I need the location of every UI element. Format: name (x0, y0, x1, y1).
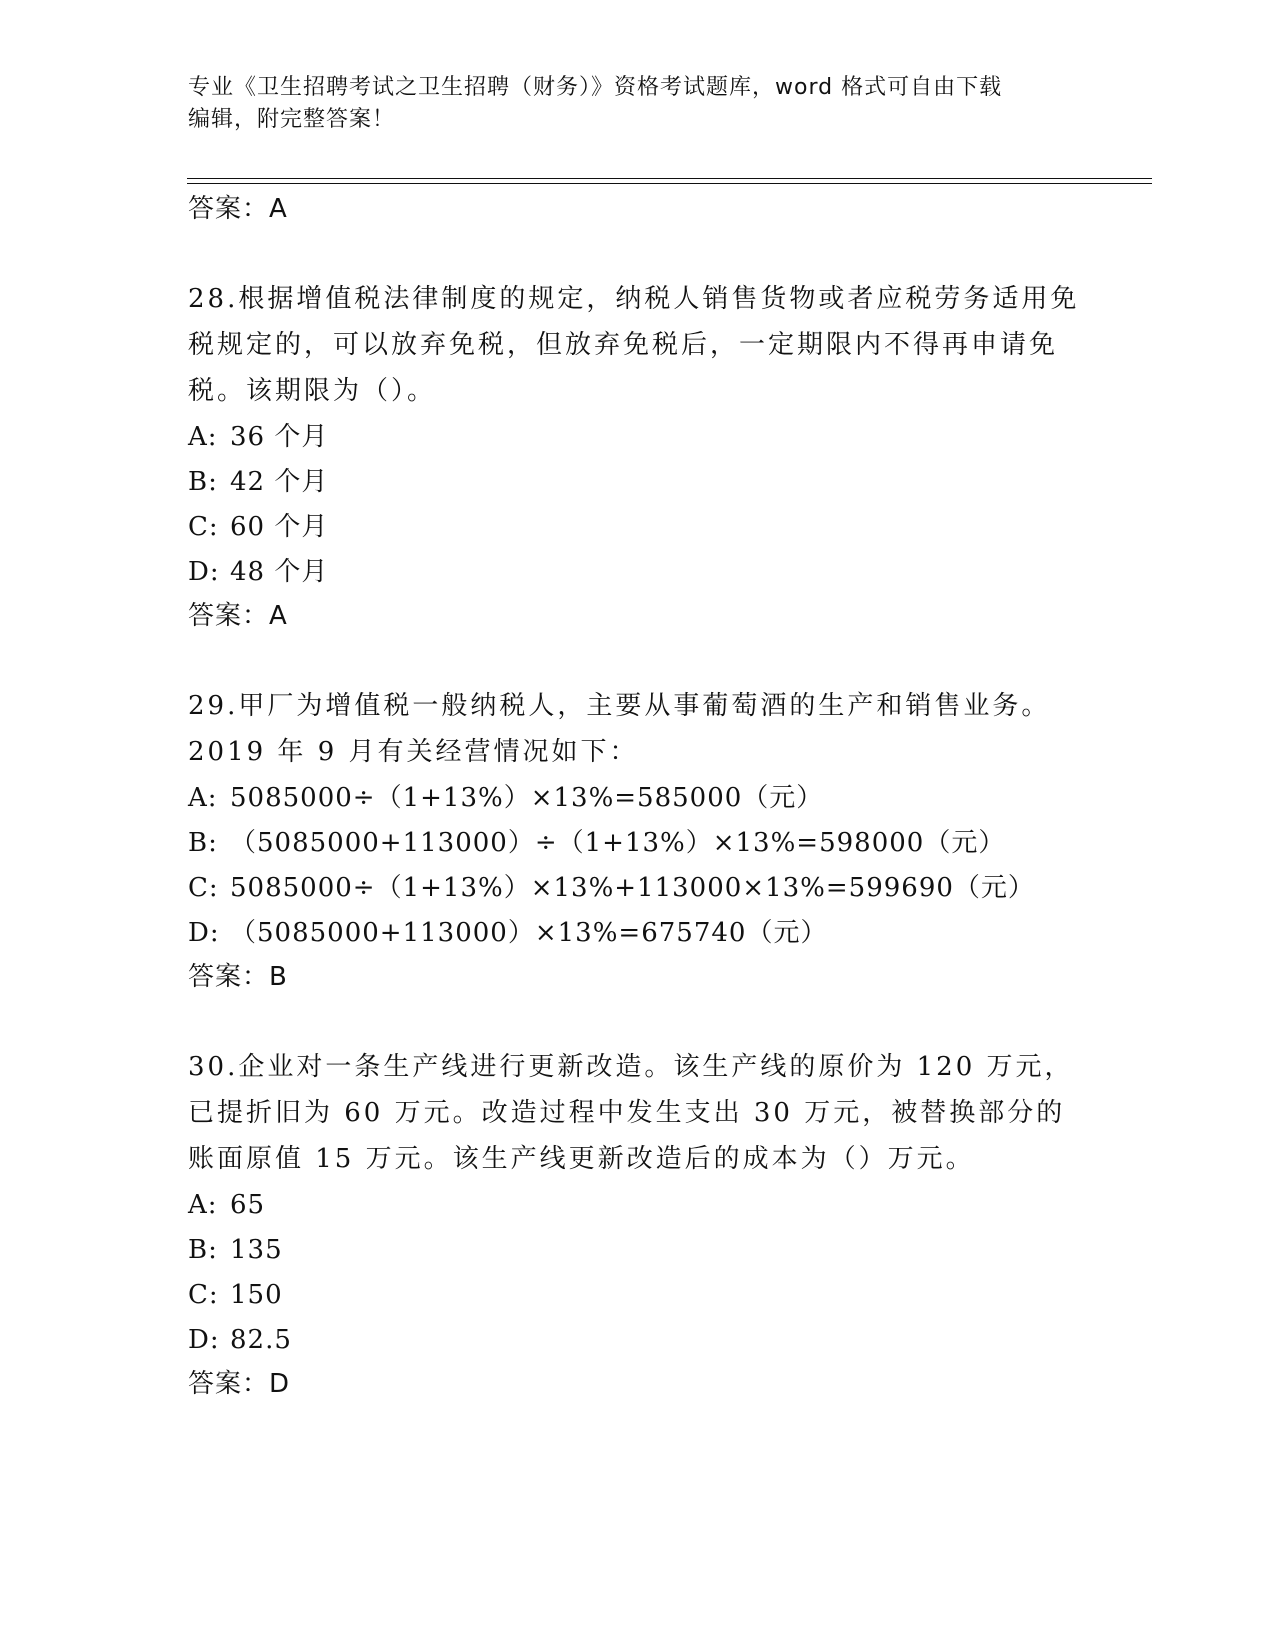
question-list (188, 187, 1088, 1406)
option-text: 65 (230, 1190, 266, 1220)
header-line-1: 专业《卫生招聘考试之卫生招聘（财务）》资格考试题库，word 格式可自由下载 (188, 75, 1003, 100)
option-key: C: (188, 1280, 219, 1310)
option-c (188, 504, 1088, 549)
option-d (188, 1317, 1088, 1362)
option-text: 36 个月 (230, 422, 329, 452)
question-stem: 30.企业对一条生产线进行更新改造。该生产线的原价为 120 万元，已提折旧为 60 万元。改造过程中发生支出 30 万元，被替换部分的账面原值 15 万元。该生产线更新改造后的成本为（）万元。 (188, 1052, 1074, 1174)
answer-line: 答案：D (188, 1369, 291, 1399)
answer-line: 答案：A (188, 194, 288, 224)
question-stem: 29.甲厂为增值税一般纳税人，主要从事葡萄酒的生产和销售业务。2019 年 9 月有关经营情况如下： (188, 691, 1051, 767)
option-key: B: (188, 1235, 218, 1265)
header-divider-top (187, 178, 1152, 179)
option-text: （5085000+113000）÷（1+13%）×13%=598000（元） (230, 828, 1006, 858)
option-a (188, 1182, 1088, 1227)
option-d (188, 910, 1088, 955)
option-c (188, 1272, 1088, 1317)
option-key: C: (188, 512, 219, 542)
question-30 (188, 1044, 1088, 1406)
option-text: 48 个月 (230, 557, 329, 587)
option-b (188, 820, 1088, 865)
answer-line: 答案：A (188, 601, 288, 631)
option-key: B: (188, 828, 218, 858)
option-c (188, 865, 1088, 910)
question-stem: 28.根据增值税法律制度的规定，纳税人销售货物或者应税劳务适用免税规定的，可以放弃免税，但放弃免税后，一定期限内不得再申请免税。该期限为（）。 (188, 284, 1080, 406)
document-header (188, 72, 1088, 136)
header-divider-bottom (187, 183, 1152, 184)
option-text: 42 个月 (230, 467, 329, 497)
option-key: A: (188, 422, 218, 452)
option-key: B: (188, 467, 218, 497)
option-key: D: (188, 557, 220, 587)
option-key: A: (188, 1190, 218, 1220)
question-29 (188, 683, 1088, 999)
option-text: 150 (230, 1280, 283, 1310)
option-key: D: (188, 918, 220, 948)
option-text: 5085000÷（1+13%）×13%+113000×13%=599690（元） (230, 873, 1035, 903)
option-text: 135 (230, 1235, 283, 1265)
option-key: C: (188, 873, 219, 903)
option-text: 60 个月 (230, 512, 329, 542)
option-b (188, 1227, 1088, 1272)
question-28 (188, 276, 1088, 638)
header-line-2: 编辑，附完整答案！ (188, 107, 396, 132)
option-text: 82.5 (230, 1325, 292, 1355)
option-key: D: (188, 1325, 220, 1355)
option-a (188, 414, 1088, 459)
option-d (188, 549, 1088, 594)
answer-line: 答案：B (188, 962, 288, 992)
option-text: （5085000+113000）×13%=675740（元） (230, 918, 828, 948)
option-key: A: (188, 783, 218, 813)
option-text: 5085000÷（1+13%）×13%=585000（元） (230, 783, 824, 813)
option-b (188, 459, 1088, 504)
option-a (188, 775, 1088, 820)
